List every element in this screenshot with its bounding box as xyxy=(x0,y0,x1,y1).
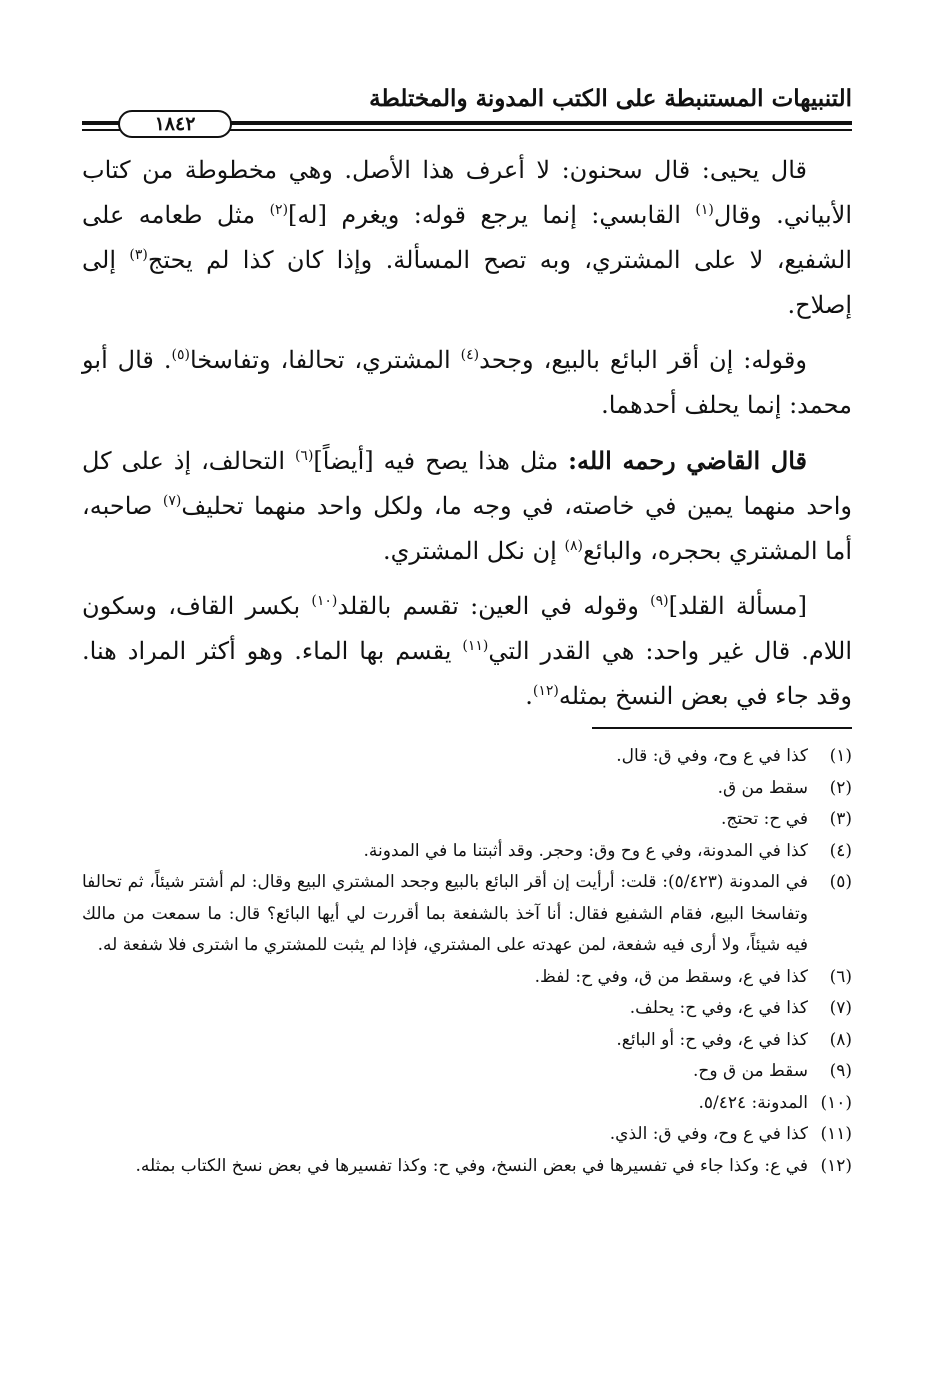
text-run: . قال أبو محمد: إنما يحلف أحدهما. xyxy=(82,346,852,419)
footnote-item xyxy=(82,836,852,868)
footnote-number: (٦) xyxy=(829,966,852,987)
footnote-number: (٣) xyxy=(829,809,852,829)
text-run: صاحبه، أما المشتري بحجره، والبائع xyxy=(82,492,852,565)
footnote-text: في ع: وكذا جاء في تفسيرها في بعض النسخ، وفي ح: وكذا تفسيرها في بعض نسخ الكتاب بمثله. xyxy=(135,1155,808,1176)
text-run: التحالف، إذ على كل واحد منهما يمين في خاصته، في وجه ما، ولكل واحد منهما تحليف xyxy=(82,447,853,520)
footnote-number: (١١) xyxy=(820,1124,852,1144)
footnote-ref: (٩) xyxy=(650,593,669,609)
footnote-item xyxy=(82,1088,852,1120)
text-run: إن نكل المشتري. xyxy=(383,537,565,565)
footnote-ref: (١١) xyxy=(462,638,489,654)
footnote-ref: (٤) xyxy=(460,347,480,363)
footnote-text: كذا في المدونة، وفي ع وح وق: وحجر. وقد أثبتنا ما في المدونة. xyxy=(363,840,808,861)
footnote-text: كذا في ع، وفي ح: أو البائع. xyxy=(616,1029,808,1050)
text-run: مثل هذا يصح فيه [أيضاً] xyxy=(313,447,569,475)
footnote-item xyxy=(82,741,852,773)
footnote-ref: (١) xyxy=(695,202,714,218)
footnote-text: كذا في ع، وفي ح: يحلف. xyxy=(629,998,808,1018)
footnote-number: (١) xyxy=(829,746,852,766)
footnote-item xyxy=(82,804,852,836)
speaker-lead: قال القاضي رحمه الله: xyxy=(568,446,808,475)
footnote-number: (٢) xyxy=(829,777,852,798)
footnote-text: كذا في ع وح، وفي ق: الذي. xyxy=(609,1124,808,1144)
paragraph-1 xyxy=(82,148,852,328)
paragraph-4 xyxy=(82,584,852,719)
text-run: . xyxy=(525,682,533,710)
footnote-number: (١٠) xyxy=(820,1092,852,1113)
text-run: القابسي: إنما يرجع قوله: ويغرم [له] xyxy=(288,201,696,229)
footnote-number: (٤) xyxy=(829,840,852,861)
footnote-ref: (٧) xyxy=(162,493,182,509)
footnote-text: المدونة: ٥/٤٢٤. xyxy=(698,1092,808,1113)
paragraph-3 xyxy=(82,438,852,574)
footnote-item xyxy=(82,993,852,1025)
text-run: مثل طعامه على الشفيع، لا على المشتري، وبه تصح المسألة. وإذا كان كذا لم يحتج xyxy=(82,201,852,274)
footnote-item xyxy=(82,962,852,994)
footnote-text: كذا في ع، وسقط من ق، وفي ح: لفظ. xyxy=(534,966,808,987)
footnote-ref: (٣) xyxy=(129,247,148,263)
main-text xyxy=(82,148,852,729)
footnote-text: كذا في ع وح، وفي ق: قال. xyxy=(616,746,808,766)
footnote-ref: (٢) xyxy=(269,202,289,218)
footnote-item xyxy=(82,773,852,805)
page-number: ١٨٤٢ xyxy=(118,110,232,138)
text-run: بكسر القاف، وسكون اللام. قال غير واحد: هي القدر التي xyxy=(82,592,852,665)
footnote-separator xyxy=(592,727,852,729)
text-run: المشتري، تحالفا، وتفاسخا xyxy=(189,346,461,374)
footnote-number: (٨) xyxy=(829,1029,852,1050)
footnote-text: سقط من ق. xyxy=(717,777,808,798)
footnote-ref: (٦) xyxy=(294,448,314,464)
paragraph-2 xyxy=(82,338,852,428)
text-run: قال يحيى: قال سحنون: لا أعرف هذا الأصل. وهي مخطوطة من كتاب الأبياني. وقال xyxy=(82,156,852,229)
text-run: إلى إصلاح. xyxy=(82,246,852,319)
footnote-ref: (٨) xyxy=(564,538,583,554)
text-run: وقوله في العين: تقسم بالقلد xyxy=(337,592,651,620)
footnote-ref: (٥) xyxy=(171,347,190,363)
footnote-number: (٩) xyxy=(829,1061,852,1081)
footnote-number: (٥) xyxy=(829,872,852,892)
text-run: وقوله: إن أقر البائع بالبيع، وجحد xyxy=(479,346,807,374)
footnote-item xyxy=(82,1056,852,1088)
footnote-number: (١٢) xyxy=(820,1155,852,1176)
footnote-item xyxy=(82,1119,852,1151)
footnote-item xyxy=(82,867,852,962)
footnote-ref: (١٢) xyxy=(532,683,559,699)
footnote-number: (٧) xyxy=(829,998,852,1018)
page-header xyxy=(82,78,852,138)
footnote-ref: (١٠) xyxy=(311,593,338,609)
running-title: التنبيهات المستنبطة على الكتب المدونة والمختلطة xyxy=(369,85,852,112)
footnote-text: في ح: تحتج. xyxy=(720,809,808,829)
text-run: [مسألة القلد] xyxy=(668,592,807,620)
footnote-text: في المدونة (٥/٤٢٣): قلت: أرأيت إن أقر البائع بالبيع وجحد المشتري البيع وقال: لم أشتر شيئاً، ثم تحالفا وتفاسخا البيع، فقام الشفيع فقال: أنا آخذ بالشفعة بما أقررت لي أيها البائع؟ قال: ما سمعت من مالك فيه شيئاً، ولا أرى فيه شفعة، لمن عهدته على المشتري، فإذا لم يثبت للمشتري ما اشترى فلا شفعة له. xyxy=(82,872,808,955)
footnote-item xyxy=(82,1151,852,1183)
footnotes xyxy=(82,741,852,1182)
text-run: يقسم بها الماء. وهو أكثر المراد هنا. وقد جاء في بعض النسخ بمثله xyxy=(82,637,852,710)
footnote-item xyxy=(82,1025,852,1057)
footnote-text: سقط من ق وح. xyxy=(692,1061,808,1081)
